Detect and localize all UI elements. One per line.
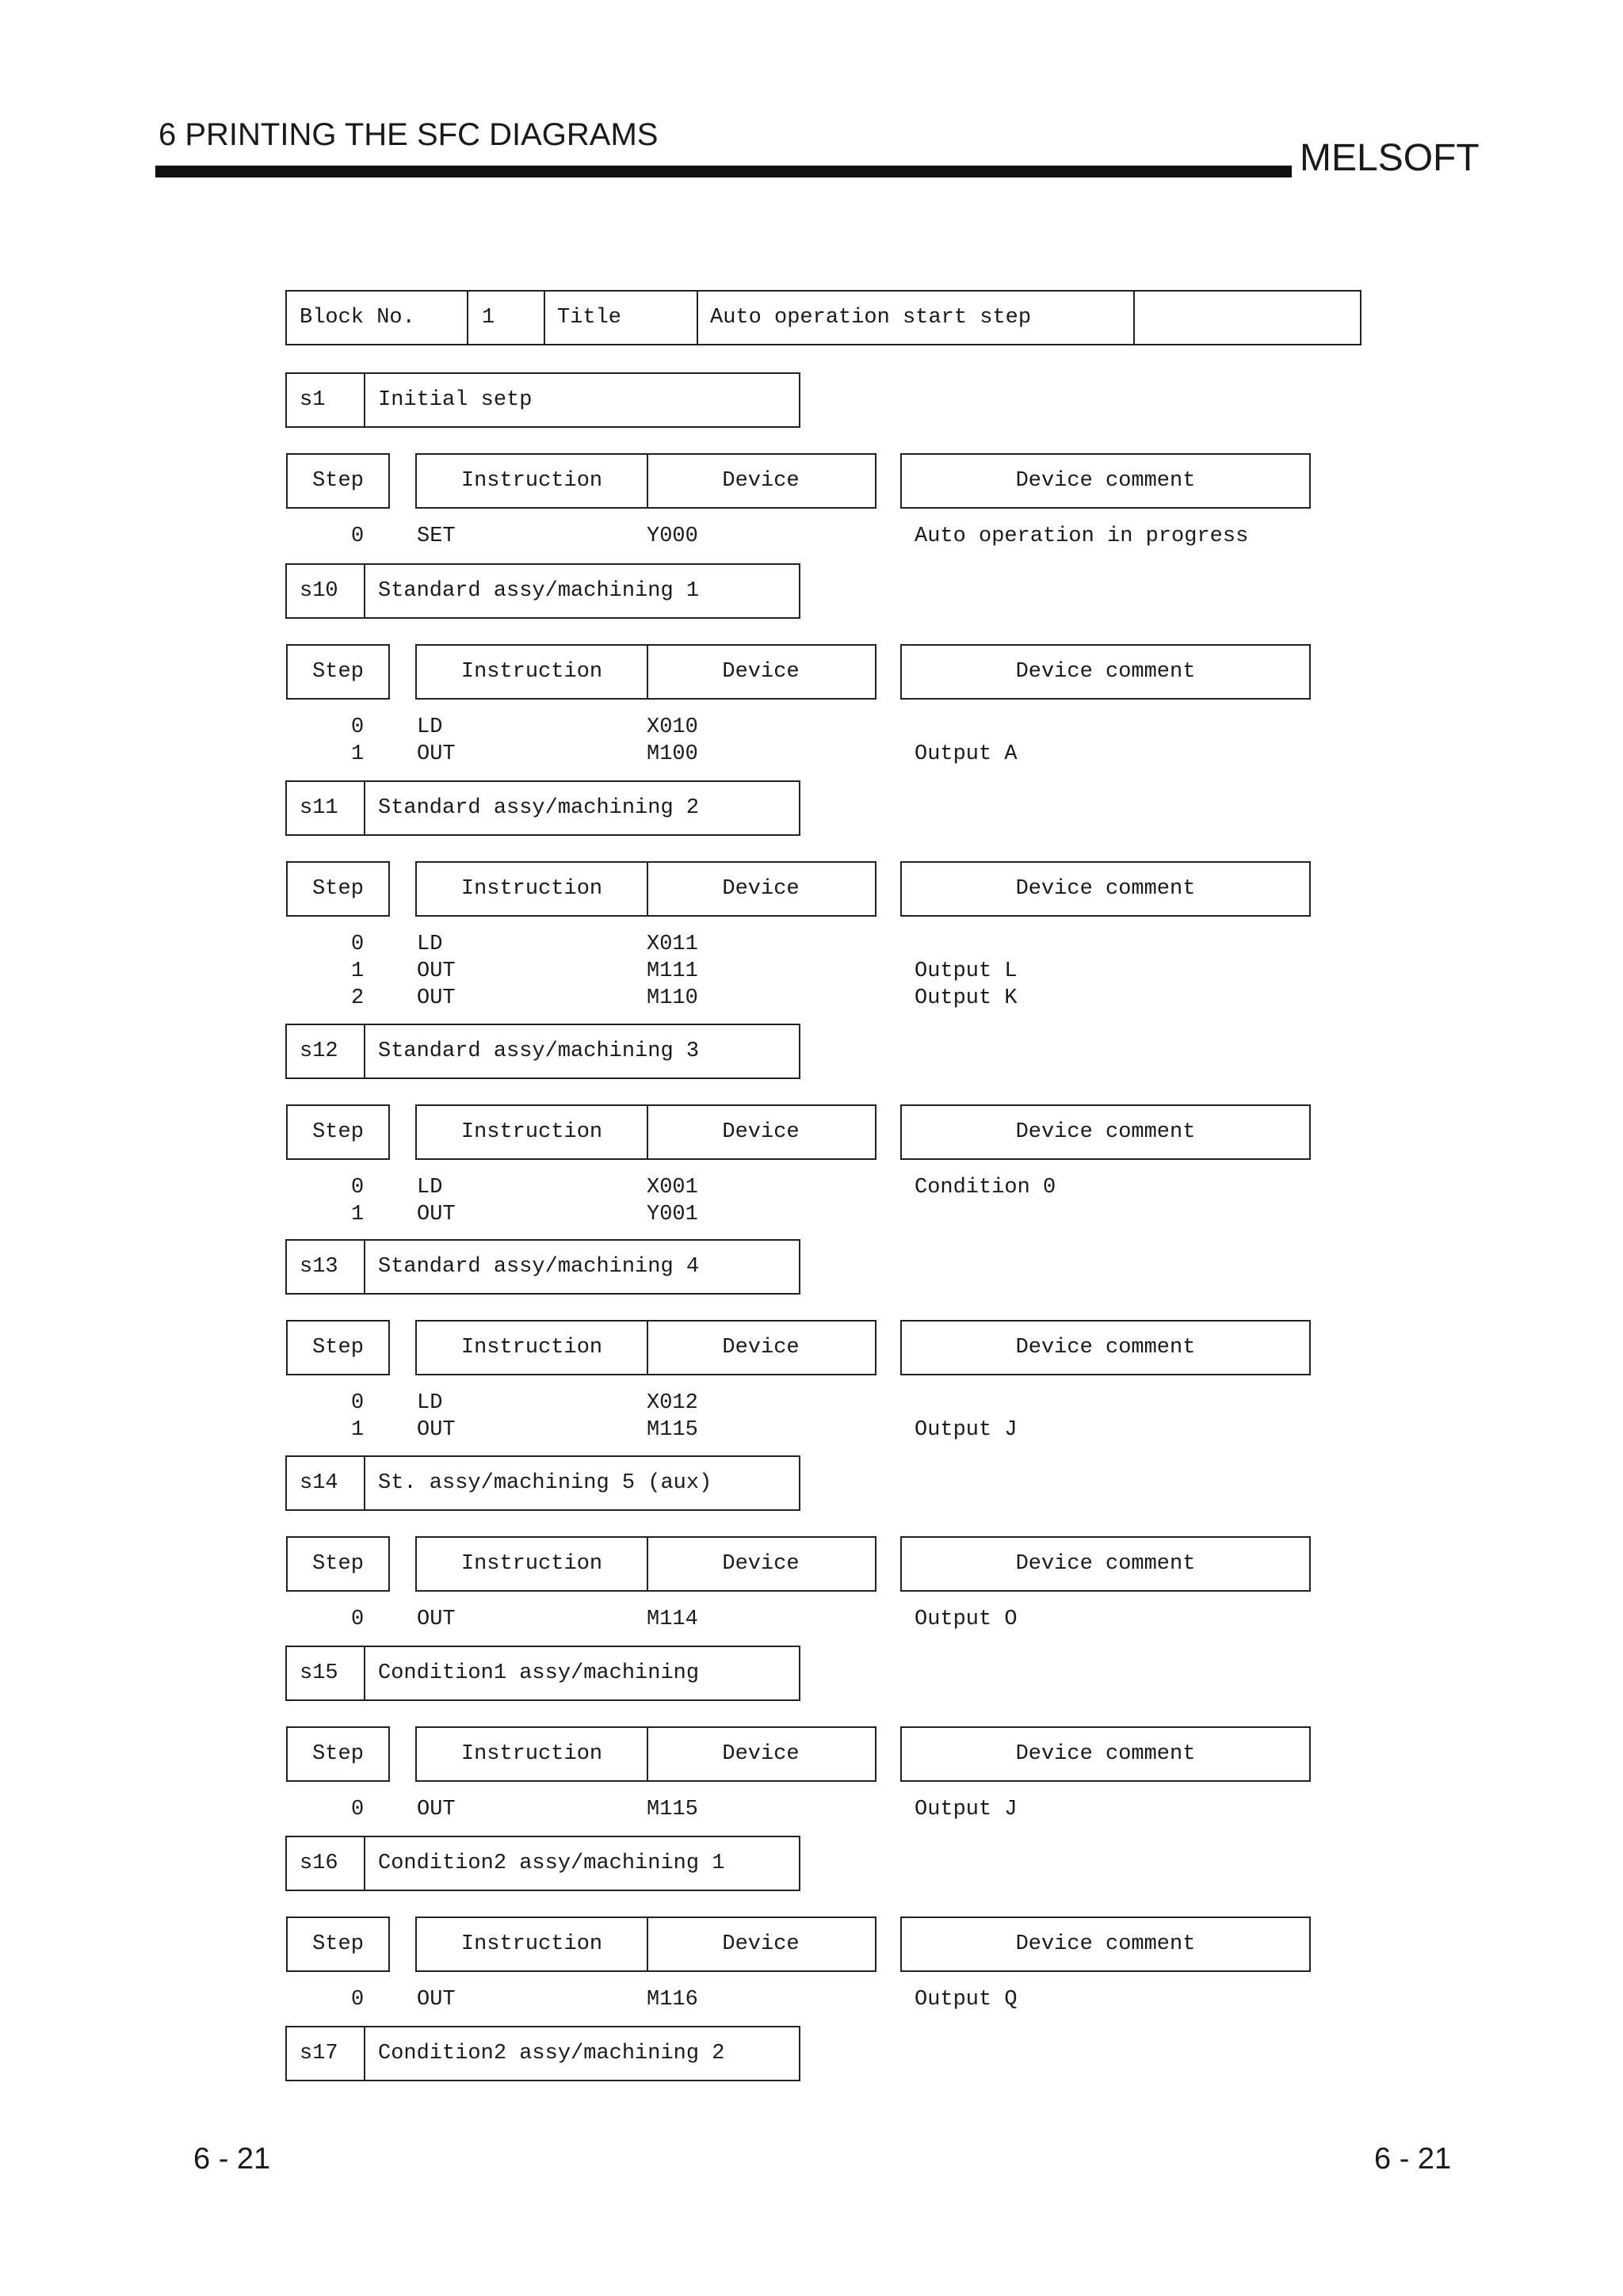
step-column-label: Step <box>312 877 364 901</box>
device-column-label: Device <box>722 1932 800 1956</box>
row-device-comment: Condition 0 <box>915 1176 1056 1199</box>
table-row <box>0 1799 1623 1823</box>
step-id: s17 <box>300 2042 338 2065</box>
device-comment-header <box>900 1917 1311 1972</box>
row-device: M116 <box>647 1988 698 2012</box>
instruction-column-label: Instruction <box>460 1336 603 1360</box>
table-row <box>0 1420 1623 1444</box>
row-device: Y000 <box>647 524 698 548</box>
device-comment-header <box>900 861 1311 917</box>
step-label-box <box>285 1646 800 1701</box>
instruction-column-label: Instruction <box>460 660 603 684</box>
block-header-divider <box>544 292 545 344</box>
step-name: St. assy/machining 5 (aux) <box>378 1471 712 1495</box>
row-step-number: 0 <box>351 524 365 548</box>
instruction-device-header <box>415 1104 876 1160</box>
step-column-header <box>286 1320 390 1375</box>
instruction-column-label: Instruction <box>460 469 603 493</box>
step-label-box <box>285 1455 800 1511</box>
device-column-label: Device <box>722 877 800 901</box>
row-step-number: 1 <box>351 742 365 766</box>
device-comment-header <box>900 1320 1311 1375</box>
page-number-left: 6 - 21 <box>193 2142 271 2176</box>
row-device: X001 <box>647 1176 698 1199</box>
instruction-column-label: Instruction <box>460 1120 603 1144</box>
step-label-divider <box>364 1241 365 1293</box>
row-instruction: OUT <box>417 1608 456 1631</box>
row-device: X011 <box>647 933 698 956</box>
instruction-column-label: Instruction <box>460 1552 603 1576</box>
device-comment-header <box>900 644 1311 700</box>
header-rule <box>155 166 1292 177</box>
step-label-divider <box>364 374 365 426</box>
step-column-header <box>286 644 390 700</box>
row-step-number: 1 <box>351 1203 365 1226</box>
row-step-number: 0 <box>351 1391 365 1415</box>
row-device: X012 <box>647 1391 698 1415</box>
table-row <box>0 744 1623 768</box>
row-instruction: OUT <box>417 1988 456 2012</box>
table-row <box>0 988 1623 1012</box>
row-device-comment: Output Q <box>915 1988 1018 2012</box>
device-column-label: Device <box>722 1742 800 1766</box>
device-comment-column-label: Device comment <box>1015 469 1196 493</box>
device-comment-header <box>900 453 1311 509</box>
row-instruction: OUT <box>417 1418 456 1442</box>
table-row <box>0 961 1623 985</box>
row-instruction: LD <box>417 715 443 739</box>
step-label-divider <box>364 1837 365 1890</box>
title-value: Auto operation start step <box>710 306 1032 330</box>
row-device-comment: Output L <box>915 959 1018 983</box>
step-label-box <box>285 563 800 619</box>
table-row <box>0 1393 1623 1417</box>
step-name: Condition2 assy/machining 1 <box>378 1852 725 1875</box>
table-row <box>0 934 1623 958</box>
step-label-divider <box>364 1025 365 1077</box>
block-header-divider <box>697 292 698 344</box>
row-device-comment: Auto operation in progress <box>915 524 1249 548</box>
instruction-column-label: Instruction <box>460 1742 603 1766</box>
row-step-number: 0 <box>351 1798 365 1821</box>
device-comment-column-label: Device comment <box>1015 1120 1196 1144</box>
step-id: s15 <box>300 1661 338 1685</box>
block-header-divider <box>467 292 468 344</box>
row-step-number: 1 <box>351 1418 365 1442</box>
device-comment-header <box>900 1726 1311 1782</box>
device-comment-column-label: Device comment <box>1015 1552 1196 1576</box>
instruction-device-header <box>415 1917 876 1972</box>
device-comment-header <box>900 1104 1311 1160</box>
row-device: Y001 <box>647 1203 698 1226</box>
step-id: s12 <box>300 1039 338 1063</box>
row-instruction: OUT <box>417 959 456 983</box>
instruction-device-header <box>415 644 876 700</box>
step-column-label: Step <box>312 469 364 493</box>
device-comment-column-label: Device comment <box>1015 1742 1196 1766</box>
step-id: s16 <box>300 1852 338 1875</box>
step-column-label: Step <box>312 1552 364 1576</box>
row-device: M114 <box>647 1608 698 1631</box>
step-label-divider <box>364 2027 365 2080</box>
device-comment-column-label: Device comment <box>1015 877 1196 901</box>
brand-logo-text: MELSOFT <box>1300 137 1480 179</box>
section-heading: 6 PRINTING THE SFC DIAGRAMS <box>158 117 659 152</box>
row-step-number: 1 <box>351 959 365 983</box>
row-instruction: LD <box>417 1391 443 1415</box>
step-id: s11 <box>300 796 338 820</box>
row-device-comment: Output A <box>915 742 1018 766</box>
table-row <box>0 717 1623 741</box>
step-label-box <box>285 372 800 428</box>
step-column-label: Step <box>312 660 364 684</box>
instruction-column-label: Instruction <box>460 1932 603 1956</box>
step-label-divider <box>364 1647 365 1699</box>
step-id: s14 <box>300 1471 338 1495</box>
row-instruction: OUT <box>417 1798 456 1821</box>
step-column-header <box>286 453 390 509</box>
step-id: s1 <box>300 388 326 412</box>
step-column-label: Step <box>312 1742 364 1766</box>
row-instruction: OUT <box>417 742 456 766</box>
block-header-divider <box>1133 292 1135 344</box>
step-column-header <box>286 861 390 917</box>
step-column-label: Step <box>312 1932 364 1956</box>
step-label-divider <box>364 565 365 617</box>
step-label-box <box>285 1836 800 1891</box>
device-comment-column-label: Device comment <box>1015 1932 1196 1956</box>
row-step-number: 0 <box>351 715 365 739</box>
row-device: M115 <box>647 1798 698 1821</box>
row-device: M115 <box>647 1418 698 1442</box>
row-device-comment: Output O <box>915 1608 1018 1631</box>
row-instruction: OUT <box>417 986 456 1010</box>
device-comment-column-label: Device comment <box>1015 660 1196 684</box>
instruction-column-label: Instruction <box>460 877 603 901</box>
step-label-box <box>285 2026 800 2081</box>
row-step-number: 2 <box>351 986 365 1010</box>
step-column-header <box>286 1917 390 1972</box>
row-instruction: OUT <box>417 1203 456 1226</box>
row-instruction: SET <box>417 524 456 548</box>
row-device-comment: Output J <box>915 1418 1018 1442</box>
step-column-label: Step <box>312 1336 364 1360</box>
device-comment-header <box>900 1536 1311 1592</box>
step-id: s10 <box>300 579 338 603</box>
step-label-box <box>285 1239 800 1295</box>
instruction-device-header <box>415 453 876 509</box>
device-comment-column-label: Device comment <box>1015 1336 1196 1360</box>
step-name: Standard assy/machining 1 <box>378 579 700 603</box>
instruction-device-header <box>415 1726 876 1782</box>
row-device: X010 <box>647 715 698 739</box>
step-column-header <box>286 1536 390 1592</box>
row-step-number: 0 <box>351 1176 365 1199</box>
step-name: Standard assy/machining 4 <box>378 1255 700 1279</box>
row-step-number: 0 <box>351 933 365 956</box>
row-instruction: LD <box>417 1176 443 1199</box>
device-column-label: Device <box>722 469 800 493</box>
row-device-comment: Output J <box>915 1798 1018 1821</box>
block-no-label: Block No. <box>300 306 415 330</box>
page-number-right: 6 - 21 <box>1374 2142 1452 2176</box>
step-label-divider <box>364 1457 365 1509</box>
step-name: Initial setp <box>378 388 533 412</box>
step-column-label: Step <box>312 1120 364 1144</box>
step-label-box <box>285 1024 800 1079</box>
step-name: Standard assy/machining 2 <box>378 796 700 820</box>
instruction-device-header <box>415 1320 876 1375</box>
step-label-box <box>285 780 800 836</box>
table-row <box>0 1609 1623 1633</box>
row-step-number: 0 <box>351 1608 365 1631</box>
row-device-comment: Output K <box>915 986 1018 1010</box>
title-label: Title <box>557 306 622 330</box>
table-row <box>0 526 1623 550</box>
block-header-table <box>285 290 1361 345</box>
row-device: M111 <box>647 959 698 983</box>
table-row <box>0 1177 1623 1201</box>
device-column-label: Device <box>722 1120 800 1144</box>
step-name: Condition1 assy/machining <box>378 1661 700 1685</box>
step-column-header <box>286 1726 390 1782</box>
row-device: M100 <box>647 742 698 766</box>
row-step-number: 0 <box>351 1988 365 2012</box>
table-row <box>0 1204 1623 1228</box>
device-column-label: Device <box>722 1552 800 1576</box>
row-device: M110 <box>647 986 698 1010</box>
table-row <box>0 1989 1623 2013</box>
step-label-divider <box>364 782 365 834</box>
step-column-header <box>286 1104 390 1160</box>
row-instruction: LD <box>417 933 443 956</box>
step-id: s13 <box>300 1255 338 1279</box>
step-name: Condition2 assy/machining 2 <box>378 2042 725 2065</box>
device-column-label: Device <box>722 1336 800 1360</box>
device-column-label: Device <box>722 660 800 684</box>
step-name: Standard assy/machining 3 <box>378 1039 700 1063</box>
instruction-device-header <box>415 861 876 917</box>
block-no-value: 1 <box>482 306 495 330</box>
instruction-device-header <box>415 1536 876 1592</box>
